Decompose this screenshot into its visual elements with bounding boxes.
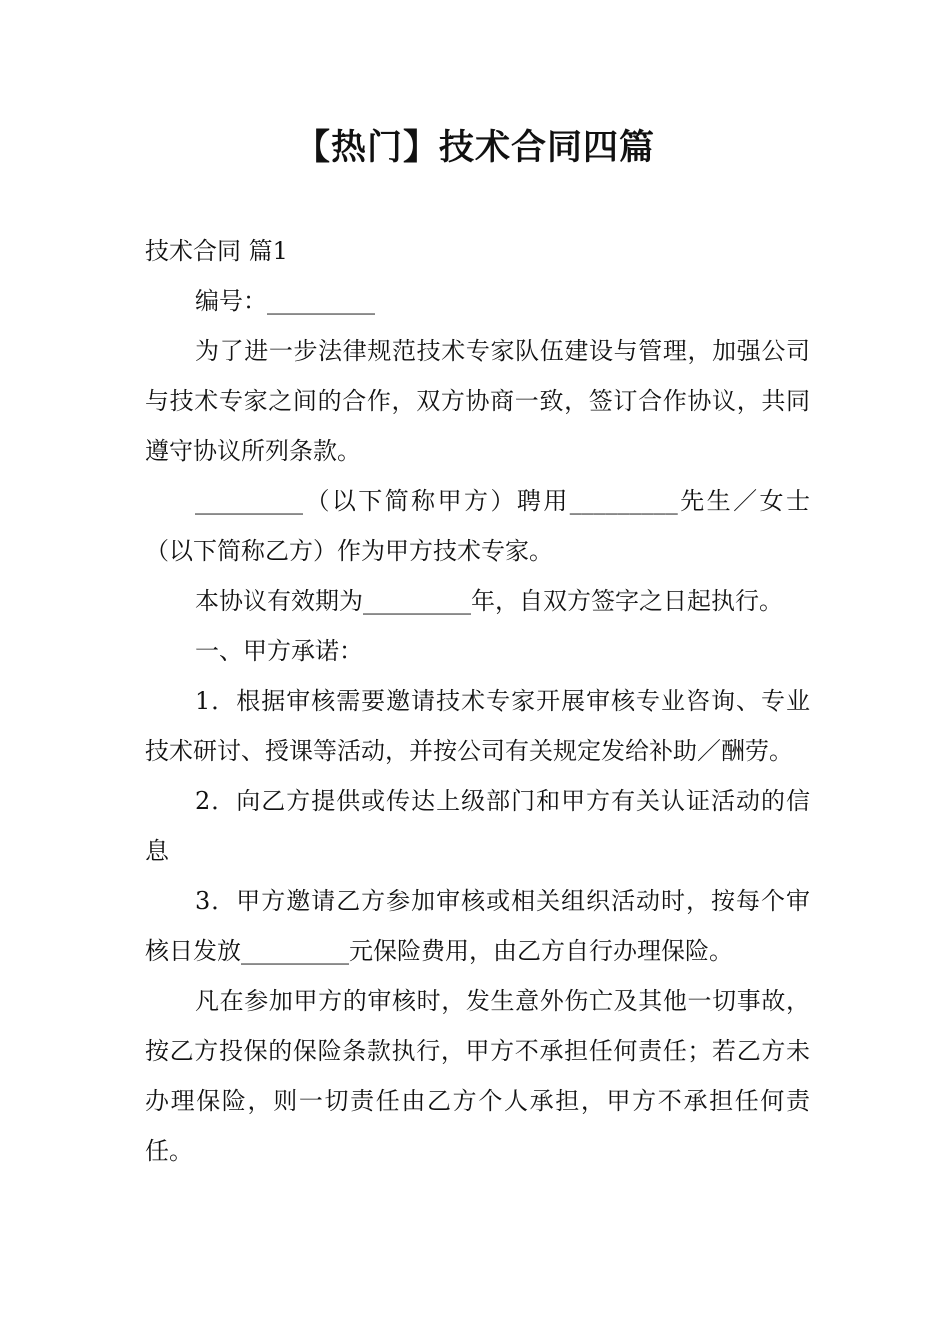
contract-number: 编号：_________: [195, 287, 375, 315]
paragraph-parties: _________（以下简称甲方）聘用_________先生／女士（以下简称乙方）作为甲方技术专家。: [145, 487, 810, 565]
clause-item-2: 2．向乙方提供或传达上级部门和甲方有关认证活动的信息: [145, 787, 810, 865]
section-heading: 技术合同 篇1: [145, 237, 288, 265]
clause-item-1: 1．根据审核需要邀请技术专家开展审核专业咨询、专业技术研讨、授课等活动，并按公司有关规定发给补助／酬劳。: [145, 687, 810, 765]
clause-item-3: 3．甲方邀请乙方参加审核或相关组织活动时，按每个审核日发放_________元保险费用，由乙方自行办理保险。: [145, 887, 810, 965]
paragraph-liability: 凡在参加甲方的审核时，发生意外伤亡及其他一切事故，按乙方投保的保险条款执行，甲方不承担任何责任；若乙方未办理保险，则一切责任由乙方个人承担，甲方不承担任何责任。: [145, 987, 810, 1165]
clause-heading-party-a: 一、甲方承诺：: [195, 637, 363, 665]
document-body: [145, 226, 810, 1176]
document-title: 【热门】技术合同四篇: [294, 128, 655, 168]
paragraph-purpose: 为了进一步法律规范技术专家队伍建设与管理，加强公司与技术专家之间的合作，双方协商一致，签订合作协议，共同遵守协议所列条款。: [145, 337, 810, 465]
paragraph-validity: 本协议有效期为_________年，自双方签字之日起执行。: [195, 587, 783, 615]
